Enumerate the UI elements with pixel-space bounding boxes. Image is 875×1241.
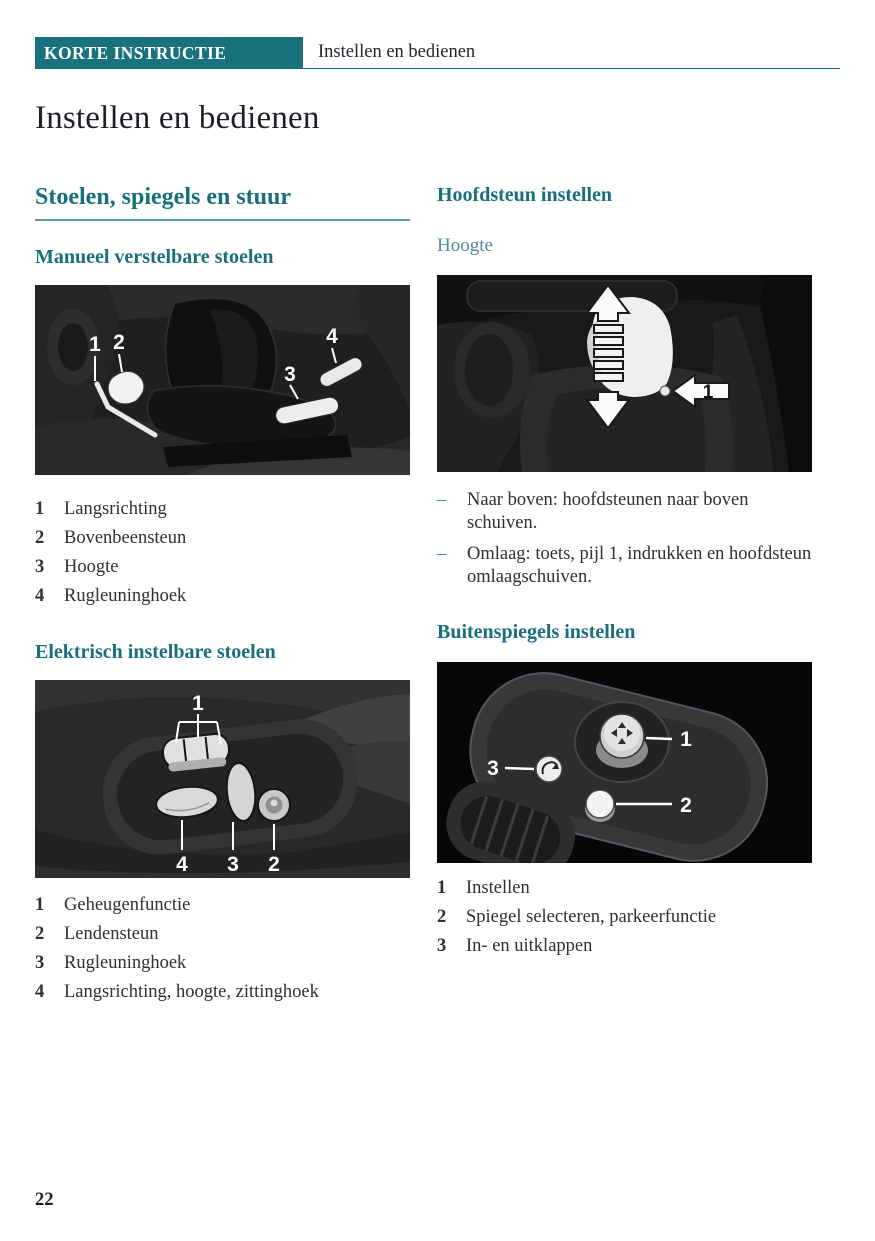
dash-bullet: – xyxy=(437,543,447,564)
callout-3: 3 xyxy=(227,852,239,876)
left-column xyxy=(35,185,410,1010)
right-column xyxy=(437,185,812,965)
legend-label: Rugleuninghoek xyxy=(64,586,187,607)
mirror-select-button xyxy=(585,790,615,822)
section-heading-stoelen-spiegels-stuur: Stoelen, spiegels en stuur xyxy=(35,185,410,221)
legend-label: Spiegel selecteren, parkeerfunctie xyxy=(466,907,717,928)
lever-thigh-support xyxy=(108,371,144,404)
legend-item xyxy=(437,935,812,958)
legend-label: Rugleuninghoek xyxy=(64,952,187,973)
legend-number: 1 xyxy=(35,894,45,915)
dash-bullet: – xyxy=(437,489,447,510)
legend-label: Hoogte xyxy=(64,557,119,578)
legend-item xyxy=(35,952,410,975)
legend-label: Instellen xyxy=(466,878,530,899)
section-kicker-label: KORTE INSTRUCTIE xyxy=(44,42,227,63)
callout-2: 2 xyxy=(268,852,280,876)
mirror-controls-illustration xyxy=(437,662,812,863)
legend-label: Lendensteun xyxy=(64,923,159,944)
figure-manual-seat xyxy=(35,285,410,475)
section-kicker xyxy=(35,37,303,69)
header-rule xyxy=(35,68,840,70)
figure-mirror-controls xyxy=(437,662,812,863)
page-number: 22 xyxy=(35,1190,54,1210)
legend-item xyxy=(437,877,812,900)
legend-item xyxy=(35,498,410,521)
legend-item xyxy=(437,906,812,929)
subheading-hoogte: Hoogte xyxy=(437,235,493,256)
manual-seat-legend xyxy=(35,498,410,609)
instruction-text: Naar boven: hoofdsteunen naar boven schuiven. xyxy=(467,489,749,534)
legend-item xyxy=(35,981,410,1004)
legend-item xyxy=(35,585,410,608)
instruction-item xyxy=(437,543,812,590)
heading-buitenspiegels-instellen: Buitenspiegels instellen xyxy=(437,621,636,644)
legend-number: 1 xyxy=(35,499,45,519)
callout-2: 2 xyxy=(680,794,692,818)
legend-item xyxy=(35,556,410,579)
legend-number: 3 xyxy=(35,557,45,578)
callout-3: 3 xyxy=(284,363,296,386)
legend-item xyxy=(35,527,410,550)
legend-number: 4 xyxy=(35,586,45,607)
subheading-manueel-verstelbare-stoelen: Manueel verstelbare stoelen xyxy=(35,246,274,268)
page-title: Instellen en bedienen xyxy=(35,100,320,136)
legend-number: 2 xyxy=(437,907,447,928)
subheading-elektrisch-instelbare-stoelen: Elektrisch instelbare stoelen xyxy=(35,640,276,663)
electric-seat-legend xyxy=(35,894,410,1005)
running-header: Instellen en bedienen xyxy=(318,42,476,62)
instruction-text: Omlaag: toets, pijl 1, indrukken en hoofdsteun omlaagschuiven. xyxy=(467,543,812,587)
up-down-arrow-icon xyxy=(587,285,629,428)
legend-number: 2 xyxy=(35,923,45,944)
legend-label: Geheugenfunctie xyxy=(64,894,191,915)
legend-item xyxy=(35,894,410,917)
legend-label: Langsrichting xyxy=(64,499,167,519)
legend-label: Bovenbeensteun xyxy=(64,528,187,549)
electric-seat-illustration xyxy=(35,680,410,878)
callout-1: 1 xyxy=(192,691,204,715)
headrest-instructions xyxy=(437,489,812,589)
legend-number: 3 xyxy=(35,952,45,973)
callout-3: 3 xyxy=(487,757,499,781)
legend-number: 3 xyxy=(437,936,447,957)
manual-seat-illustration xyxy=(35,285,410,475)
callout-4: 4 xyxy=(176,852,188,876)
mirror-fold-button xyxy=(536,756,562,782)
legend-item xyxy=(35,923,410,946)
heading-hoofdsteun-instellen: Hoofdsteun instellen xyxy=(437,184,613,206)
headrest-release-button xyxy=(660,386,670,396)
legend-number: 4 xyxy=(35,981,45,1002)
figure-electric-seat xyxy=(35,680,410,878)
seat-button-lumbar xyxy=(258,789,290,821)
callout-1: 1 xyxy=(702,381,714,403)
legend-label: In- en uitklappen xyxy=(466,936,593,957)
headrest-illustration xyxy=(437,275,812,472)
callout-2: 2 xyxy=(113,331,125,354)
legend-number: 1 xyxy=(437,878,447,899)
mirror-legend xyxy=(437,877,812,958)
callout-4: 4 xyxy=(326,325,338,348)
figure-headrest xyxy=(437,275,812,472)
callout-1: 1 xyxy=(89,333,101,356)
callout-1: 1 xyxy=(680,728,692,752)
legend-number: 2 xyxy=(35,528,45,549)
legend-label: Langsrichting, hoogte, zittinghoek xyxy=(64,981,319,1002)
instruction-item xyxy=(437,489,812,536)
